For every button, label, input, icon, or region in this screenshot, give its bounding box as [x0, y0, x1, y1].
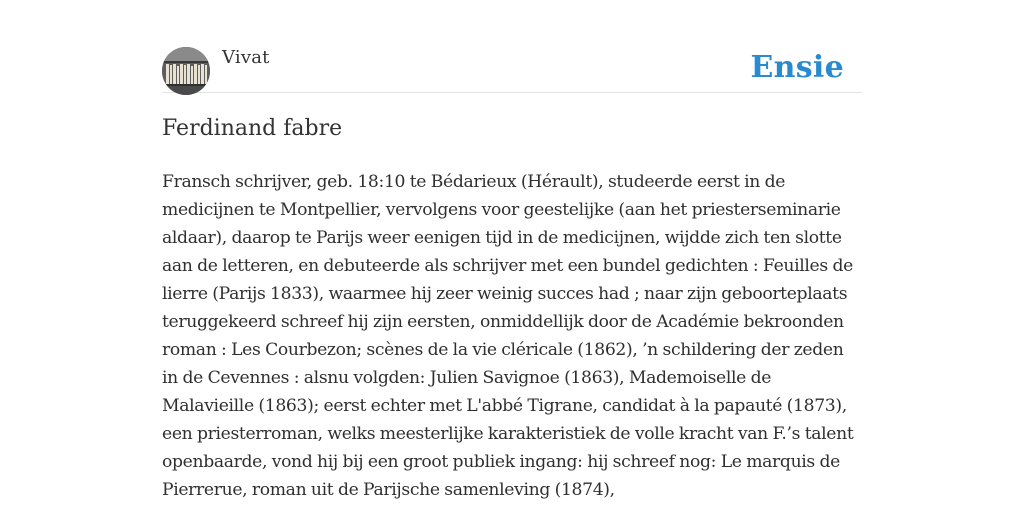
article-body: Fransch schrijver, geb. 18:10 te Bédarieux (Hérault), studeerde eerst in de medicijnen te Montpellier, vervolgens voor geestelijke (aan het priesterseminarie aldaar), daarop te Parijs weer eenigen tijd in de medicijnen, wijdde zich ten slotte aan de letteren, en debuteerde als schrijver met een bundel gedichten : Feuilles de lierre (Parijs 1833), waarmee hij zeer weinig succes had ; naar zijn geboorteplaats teruggekeerd schreef hij zijn eersten, onmiddellijk door de Académie bekroonden roman : Les Courbezon; scènes de la vie cléricale (1862), ’n schildering der zeden in de Cevennes : alsnu volgden: Julien Savignoe (1863), Mademoiselle de Malavieille (1863); eerst echter met L'abbé Tigrane, candidat à la papauté (1873), een priesterroman, welks meesterlijke karakteristiek de volle kracht van F.’s talent openbaarde, vond hij bij een groot publiek ingang: hij schreef nog: Le marquis de Pierrerue, roman uit de Parijsche samenleving (1874),	[162, 172, 854, 500]
article-page	[162, 0, 862, 500]
bookshelf-image	[162, 47, 210, 95]
article-title: Ferdinand fabre	[162, 116, 343, 141]
header	[162, 0, 862, 93]
source-name[interactable]: Vivat	[222, 47, 270, 68]
brand-logo[interactable]: Ensie	[750, 50, 844, 85]
bookshelf-avatar-icon[interactable]	[162, 47, 210, 95]
